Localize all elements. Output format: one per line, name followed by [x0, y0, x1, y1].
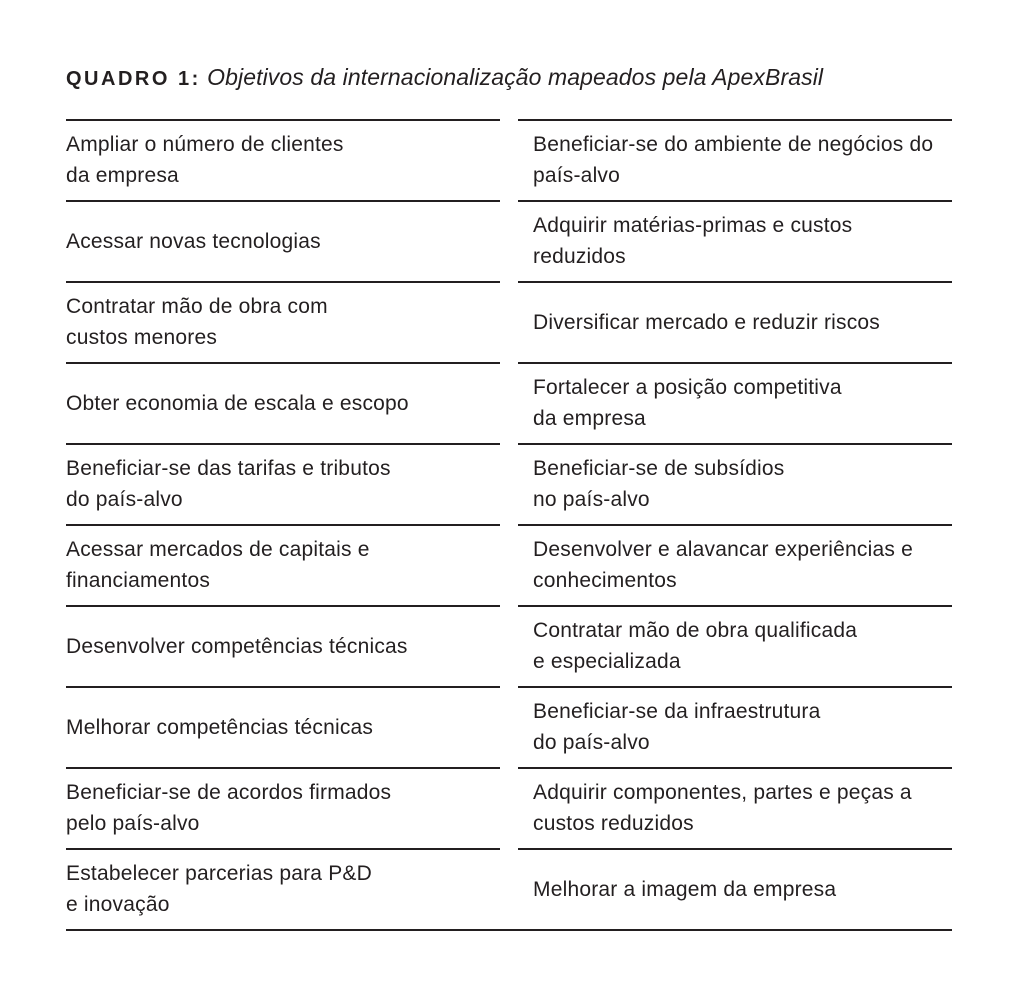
table-row [66, 524, 952, 605]
caption-label: QUADRO 1: [66, 68, 201, 90]
cell-text: Obter economia de escala e escopo [66, 391, 409, 415]
table-cell-right [518, 524, 952, 604]
table-row [66, 767, 952, 848]
table-cell-right [518, 200, 952, 280]
table-row [66, 281, 952, 362]
table-cell-left [66, 767, 500, 847]
cell-text: Melhorar competências técnicas [66, 715, 374, 739]
table-cell-right [518, 119, 952, 199]
table-cell-left [66, 524, 500, 604]
table-cell-right [518, 443, 952, 523]
table-bottom-rule [66, 929, 952, 931]
table-cell-left [66, 605, 500, 685]
table-cell-right [518, 686, 952, 766]
cell-text: Estabelecer parcerias para P&D e inovação [66, 862, 372, 916]
cell-text: Ampliar o número de clientes da empresa [66, 133, 344, 187]
table-cell-left [66, 848, 500, 928]
cell-text: Contratar mão de obra qualificada e especializada [533, 619, 858, 673]
table-row [66, 605, 952, 686]
table-row [66, 443, 952, 524]
table-row [66, 848, 952, 929]
table-row [66, 362, 952, 443]
cell-text: Desenvolver competências técnicas [66, 634, 408, 658]
cell-text: Contratar mão de obra com custos menores [66, 295, 328, 349]
table-cell-right [518, 281, 952, 361]
table-row [66, 686, 952, 767]
cell-text: Beneficiar-se do ambiente de negócios do país-alvo [533, 133, 934, 187]
table-cell-left [66, 119, 500, 199]
table-cell-left [66, 443, 500, 523]
cell-text: Diversificar mercado e reduzir riscos [533, 310, 880, 334]
table-row [66, 119, 952, 200]
table-cell-left [66, 281, 500, 361]
table-cell-left [66, 362, 500, 442]
cell-text: Fortalecer a posição competitiva da empresa [533, 376, 842, 430]
cell-text: Acessar novas tecnologias [66, 229, 321, 253]
table-cell-right [518, 848, 952, 928]
cell-text: Beneficiar-se de subsídios no país-alvo [533, 457, 785, 511]
cell-text: Adquirir componentes, partes e peças a custos reduzidos [533, 781, 912, 835]
table-cell-left [66, 686, 500, 766]
table-cell-right [518, 605, 952, 685]
cell-text: Melhorar a imagem da empresa [533, 877, 837, 901]
cell-text: Beneficiar-se de acordos firmados pelo país-alvo [66, 781, 392, 835]
table-cell-right [518, 767, 952, 847]
table-caption [66, 62, 823, 94]
cell-text: Beneficiar-se das tarifas e tributos do país-alvo [66, 457, 391, 511]
table-cell-left [66, 200, 500, 280]
caption-title: Objetivos da internacionalização mapeados pela ApexBrasil [207, 64, 824, 90]
cell-text: Desenvolver e alavancar experiências e conhecimentos [533, 538, 913, 592]
cell-text: Beneficiar-se da infraestrutura do país-alvo [533, 700, 821, 754]
cell-text: Adquirir matérias-primas e custos reduzidos [533, 214, 853, 268]
table-row [66, 200, 952, 281]
table-cell-right [518, 362, 952, 442]
objectives-table [66, 119, 952, 929]
cell-text: Acessar mercados de capitais e financiamentos [66, 538, 370, 592]
